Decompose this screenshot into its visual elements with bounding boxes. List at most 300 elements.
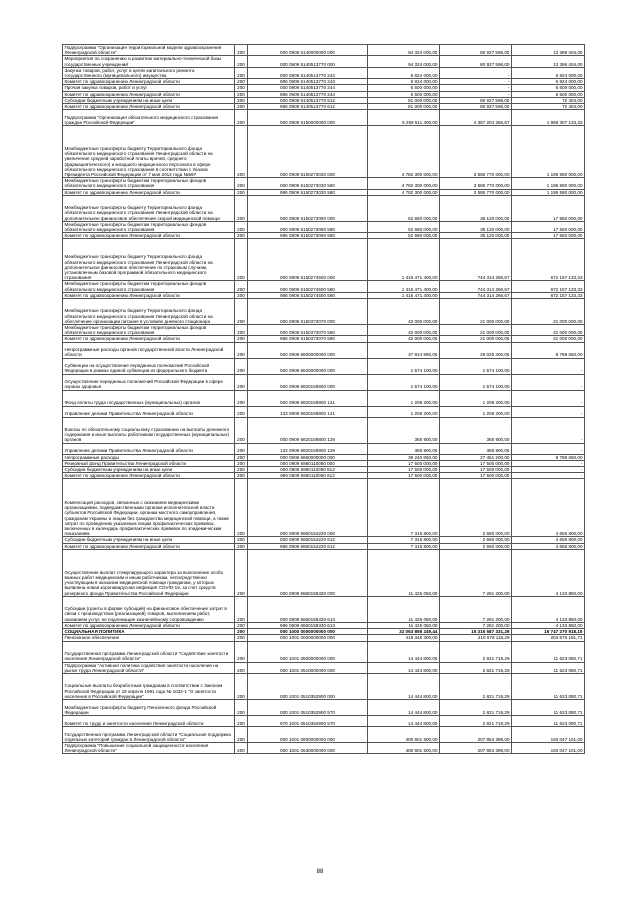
row-budget-code: 000 0909 5150273030 580 [248, 178, 368, 189]
table-row [63, 742, 585, 753]
row-name: Осуществление переданных полномочий Российской Федерации в сфере охраны здоровья [63, 374, 235, 390]
row-unexecuted-amount: 6 824 000,00 [512, 67, 585, 78]
row-executed-amount: 744 314 266,67 [440, 239, 512, 281]
table-row [63, 460, 585, 466]
row-code: 200 [235, 406, 248, 417]
row-code: 200 [235, 549, 248, 596]
row-unexecuted-amount: 6 824 000,00 [512, 79, 585, 85]
row-name: Подпрограмма "Повышение социальной защищенности населения Ленинградской области" [63, 742, 235, 753]
table-row [63, 189, 585, 195]
row-code: 200 [235, 189, 248, 195]
row-approved-amount: 1 208 200,00 [368, 390, 440, 406]
table-row [63, 699, 585, 715]
row-name: Взносы по обязательному социальному страхованию на выплаты денежного содержания и иные выплаты работникам государственных (муниципальных) органов [63, 417, 235, 443]
row-approved-amount: 7 315 800,00 [368, 479, 440, 537]
row-approved-amount: 1 416 471 400,00 [368, 292, 440, 298]
row-executed-amount: 1 208 200,00 [440, 390, 512, 406]
row-code: 200 [235, 85, 248, 91]
row-executed-amount: 29 025 300,00 [440, 342, 512, 358]
row-approved-amount: 4 782 300 000,00 [368, 126, 440, 178]
row-name: Межбюджетные трансферты бюджетам территориальных фондов обязательного медицинского страхования [63, 221, 235, 232]
row-unexecuted-amount: 1 195 590 000,00 [512, 178, 585, 189]
row-approved-amount: 6 500 000,00 [368, 85, 440, 91]
row-budget-code: 133 0909 6820159800 129 [248, 443, 368, 454]
row-budget-code: 000 0909 6820159800 129 [248, 417, 368, 443]
row-name: Субсидии бюджетным учреждениям на иные цели [63, 537, 235, 543]
row-budget-code: 986 0909 6860110050 612 [248, 473, 368, 479]
row-code: 200 [235, 662, 248, 673]
row-executed-amount: 744 314 266,67 [440, 292, 512, 298]
row-name: Межбюджетные трансферты бюджету Территориального фонда обязательного медицинского страхования Ленинградской области на обеспечение организации питания в условиях дневного стационара [63, 299, 235, 325]
row-name: Комитет по здравоохранению Ленинградской области [63, 104, 235, 110]
row-budget-code: 000 0909 6820159800 121 [248, 390, 368, 406]
table-row [63, 221, 585, 232]
row-name: Комитет по здравоохранению Ленинградской области [63, 473, 235, 479]
row-budget-code: 000 0909 6800000000 000 [248, 342, 368, 358]
row-name: Социальные выплаты безработным гражданам в соответствии с Законом Российской Федерации от 19 апреля 1991 года № 1032-1 "О занятости населения в Российской Федерации" [63, 673, 235, 699]
row-executed-amount: 35 120 000,00 [440, 195, 512, 221]
row-name: Межбюджетные трансферты бюджету Территориального фонда обязательного медицинского страхования Ленинградской области на увеличение средней заработной платы врачей, среднего (фармацевтического) и младшего медицинского персонала в сфере обязательного медицинского страхования в соответствии с Указом Президента Российской Федерации от 7 мая 2012 года №597 [63, 126, 235, 178]
row-code: 200 [235, 454, 248, 460]
row-executed-amount: 4 367 204 266,67 [440, 110, 512, 126]
row-unexecuted-amount: 21 000 000,00 [512, 325, 585, 336]
table-row [63, 467, 585, 473]
row-name: Пенсионное обеспечение [63, 635, 235, 641]
row-name: Комитет по здравоохранению Ленинградской области [63, 91, 235, 97]
row-budget-code: 986 0909 5150273060 580 [248, 233, 368, 239]
row-approved-amount: 81 000 000,00 [368, 97, 440, 103]
row-unexecuted-amount: 11 623 080,71 [512, 673, 585, 699]
row-name: Резервный фонд Правительства Ленинградской области [63, 460, 235, 466]
row-budget-code: 000 0909 6860110050 000 [248, 460, 368, 466]
row-name: Закупка товаров, работ, услуг в целях капитального ремонта государственного (муниципального) имущества [63, 67, 235, 78]
table-row [63, 56, 585, 67]
table-row [63, 479, 585, 537]
row-code: 200 [235, 699, 248, 715]
row-approved-amount: 1 574 100,00 [368, 374, 440, 390]
row-executed-amount: 17 500 000,00 [440, 460, 512, 466]
row-unexecuted-amount: 21 000 000,00 [512, 336, 585, 342]
row-executed-amount: 1 574 100,00 [440, 374, 512, 390]
row-unexecuted-amount: 72 404,00 [512, 104, 585, 110]
row-budget-code: 000 0909 5150274500 580 [248, 281, 368, 292]
row-approved-amount: 7 315 800,00 [368, 537, 440, 543]
row-code: 200 [235, 221, 248, 232]
row-executed-amount: 365 900,00 [440, 417, 512, 443]
table-row [63, 104, 585, 110]
row-executed-amount: 80 927 596,00 [440, 104, 512, 110]
row-name: Подпрограмма "Активная политика содействия занятости населения на рынке труда Ленинградской области" [63, 662, 235, 673]
row-unexecuted-amount: 72 404,00 [512, 97, 585, 103]
table-row [63, 390, 585, 406]
row-budget-code: 000 1001 0510000000 000 [248, 662, 368, 673]
row-budget-code: 000 0909 5150273030 000 [248, 126, 368, 178]
row-approved-amount: 17 500 000,00 [368, 473, 440, 479]
row-budget-code: 000 1001 0600000000 000 [248, 726, 368, 742]
row-code: 200 [235, 281, 248, 292]
row-unexecuted-amount: 16 747 270 918,15 [512, 629, 585, 635]
row-code: 200 [235, 543, 248, 549]
row-name: Комитет по здравоохранению Ленинградской области [63, 233, 235, 239]
row-approved-amount: 52 680 000,00 [368, 233, 440, 239]
row-unexecuted-amount: 11 623 080,71 [512, 662, 585, 673]
row-budget-code: 986 0909 5150273030 580 [248, 189, 368, 195]
row-unexecuted-amount: - [512, 374, 585, 390]
row-budget-code: 000 1000 0000000000 000 [248, 629, 368, 635]
row-unexecuted-amount: 4 655 800,00 [512, 543, 585, 549]
row-code: 200 [235, 97, 248, 103]
row-unexecuted-amount: 6 500 000,00 [512, 91, 585, 97]
row-budget-code: 000 0909 6860110050 612 [248, 467, 368, 473]
row-name: Межбюджетные трансферты бюджету Территориального фонда обязательного медицинского страхования Ленинградской области на дополнительное финансовое обеспечение по страховым случаям, установленным базовой программой обязательного медицинского страхования [63, 239, 235, 281]
row-budget-code: 986 0909 5140513770 612 [248, 104, 368, 110]
table-row [63, 97, 585, 103]
row-approved-amount: 4 782 300 000,00 [368, 189, 440, 195]
row-unexecuted-amount: 4 133 850,00 [512, 622, 585, 628]
row-unexecuted-amount: 11 623 080,71 [512, 699, 585, 715]
row-approved-amount: 36 240 850,00 [368, 454, 440, 460]
row-executed-amount: 210 676 118,29 [440, 635, 512, 641]
row-unexecuted-amount: 4 655 800,00 [512, 537, 585, 543]
row-code: 200 [235, 629, 248, 635]
row-code: 200 [235, 473, 248, 479]
row-name: Управление делами Правительства Ленинградской области [63, 406, 235, 417]
row-unexecuted-amount: 8 789 650,00 [512, 454, 585, 460]
row-approved-amount: 32 063 858 249,44 [368, 629, 440, 635]
row-approved-amount: 400 901 500,00 [368, 742, 440, 753]
row-name: Фонд оплаты труда государственных (муниципальных) органов [63, 390, 235, 406]
row-code: 200 [235, 195, 248, 221]
row-unexecuted-amount: - [512, 460, 585, 466]
row-executed-amount: 80 927 596,00 [440, 97, 512, 103]
row-approved-amount: 365 900,00 [368, 417, 440, 443]
row-approved-amount: 415 346 300,00 [368, 635, 440, 641]
row-code: 200 [235, 104, 248, 110]
row-name: Непрограммные расходы [63, 454, 235, 460]
row-name: Межбюджетные трансферты бюджетам территориальных фондов обязательного медицинского страхования [63, 281, 235, 292]
row-approved-amount: 1 416 471 400,00 [368, 239, 440, 281]
row-executed-amount: 2 821 719,29 [440, 662, 512, 673]
row-budget-code: 000 1001 0000000000 000 [248, 635, 368, 641]
row-budget-code: 986 0909 5140513770 243 [248, 79, 368, 85]
row-code: 200 [235, 67, 248, 78]
row-code: 200 [235, 110, 248, 126]
row-budget-code: 000 0909 6860154220 000 [248, 479, 368, 537]
table-row [63, 342, 585, 358]
row-budget-code: 000 0909 6860158330 000 [248, 549, 368, 596]
row-executed-amount: 2 821 719,29 [440, 699, 512, 715]
row-approved-amount: 14 444 800,00 [368, 641, 440, 662]
table-row [63, 233, 585, 239]
row-budget-code: 000 0909 5150000000 000 [248, 110, 368, 126]
row-unexecuted-amount: 1 195 590 000,00 [512, 126, 585, 178]
row-approved-amount: 17 500 000,00 [368, 460, 440, 466]
row-executed-amount: - [440, 91, 512, 97]
row-name: Осуществление выплат стимулирующего характера за выполнение особо важных работ медицинским и иным работникам, непосредственно участвующим в оказании медицинской помощи гражданам, у которых выявлена новая коронавирусная инфекция COVID-19, за счет средств резервного фонда Правительства Российской Федерации [63, 549, 235, 596]
row-code: 200 [235, 417, 248, 443]
row-name: Комитет по здравоохранению Ленинградской области [63, 292, 235, 298]
table-row [63, 543, 585, 549]
row-executed-amount: 365 900,00 [440, 443, 512, 454]
table-row [63, 622, 585, 628]
budget-table-body [63, 45, 585, 754]
row-budget-code: 000 0909 6860154220 612 [248, 537, 368, 543]
row-unexecuted-amount: 11 623 080,71 [512, 641, 585, 662]
row-name: Непрограммные расходы органов государственной власти Ленинградской области [63, 342, 235, 358]
row-executed-amount: 3 586 770 000,00 [440, 126, 512, 178]
row-budget-code: 000 0909 5140513770 000 [248, 56, 368, 67]
row-name: Комитет по здравоохранению Ленинградской области [63, 79, 235, 85]
row-executed-amount: 7 291 200,00 [440, 622, 512, 628]
row-executed-amount: 207 854 399,00 [440, 726, 512, 742]
row-executed-amount: 1 208 200,00 [440, 406, 512, 417]
table-row [63, 596, 585, 622]
row-name: Комитет по труду и занятости населения Ленинградской области [63, 715, 235, 726]
row-executed-amount: 27 451 200,00 [440, 454, 512, 460]
row-unexecuted-amount: 4 133 850,00 [512, 596, 585, 622]
row-budget-code: 000 1001 0500000000 000 [248, 641, 368, 662]
row-code: 200 [235, 443, 248, 454]
budget-report-sheet [62, 44, 584, 754]
row-name: Подпрограмма "Организация обязательного медицинского страхования граждан Российской Федерации" [63, 110, 235, 126]
table-row [63, 641, 585, 662]
row-name: Комитет по здравоохранению Ленинградской области [63, 336, 235, 342]
row-name: Комитет по здравоохранению Ленинградской области [63, 622, 235, 628]
row-approved-amount: 14 444 800,00 [368, 662, 440, 673]
table-row [63, 726, 585, 742]
row-unexecuted-amount: 4 133 850,00 [512, 549, 585, 596]
row-code: 200 [235, 460, 248, 466]
row-budget-code: 000 1001 0630000000 000 [248, 742, 368, 753]
row-unexecuted-amount: 672 157 133,33 [512, 281, 585, 292]
row-unexecuted-amount: - [512, 390, 585, 406]
row-code: 200 [235, 336, 248, 342]
row-executed-amount: 17 500 000,00 [440, 467, 512, 473]
row-approved-amount: 14 444 800,00 [368, 673, 440, 699]
row-approved-amount: 6 824 000,00 [368, 79, 440, 85]
row-code: 200 [235, 641, 248, 662]
row-name: Субвенции на осуществление переданных полномочий Российской Федерации в рамках единой субвенции из федерального бюджета [63, 358, 235, 374]
table-row [63, 673, 585, 699]
row-budget-code: 986 0909 5140513770 244 [248, 91, 368, 97]
row-budget-code: 000 0909 5140513770 612 [248, 97, 368, 103]
row-executed-amount: 2 660 000,00 [440, 543, 512, 549]
row-unexecuted-amount: 193 047 101,00 [512, 742, 585, 753]
row-executed-amount: 17 500 000,00 [440, 473, 512, 479]
table-row [63, 358, 585, 374]
row-approved-amount: 52 680 000,00 [368, 221, 440, 232]
row-unexecuted-amount: 4 655 800,00 [512, 479, 585, 537]
row-code: 200 [235, 292, 248, 298]
row-budget-code: 000 1001 0510352900 570 [248, 699, 368, 715]
row-code: 200 [235, 622, 248, 628]
row-code: 200 [235, 342, 248, 358]
row-budget-code: 986 0909 5150373070 580 [248, 336, 368, 342]
row-unexecuted-amount: 193 047 101,00 [512, 726, 585, 742]
row-budget-code: 000 0909 6820000000 000 [248, 358, 368, 374]
row-executed-amount: 2 660 000,00 [440, 479, 512, 537]
row-budget-code: 000 0909 5150274500 000 [248, 239, 368, 281]
row-name: Компенсация расходов, связанных с оказанием медицинскими организациями, подведомственными органам исполнительной власти субъектов Российской Федерации, органам местного самоуправления, гражданам Украины и лицам без гражданства медицинской помощи, а также затрат по проведению указанным лицам профилактических прививок, включенных в календарь профилактических прививок по эпидемическим показаниям [63, 479, 235, 537]
row-approved-amount: 6 269 511 400,00 [368, 110, 440, 126]
row-name: Межбюджетные трансферты бюджетам территориальных фондов обязательного медицинского страхования [63, 325, 235, 336]
row-budget-code: 986 0909 6860158330 613 [248, 622, 368, 628]
row-unexecuted-amount: - [512, 443, 585, 454]
table-row [63, 374, 585, 390]
row-code: 200 [235, 45, 248, 56]
row-executed-amount: 35 120 000,00 [440, 233, 512, 239]
row-name: Межбюджетные трансферты бюджету Территориального фонда обязательного медицинского страхования Ленинградской области на дополнительное финансовое обеспечение скорой медицинской помощи [63, 195, 235, 221]
row-executed-amount: - [440, 85, 512, 91]
row-unexecuted-amount: 672 157 133,33 [512, 239, 585, 281]
row-unexecuted-amount: - [512, 473, 585, 479]
row-executed-amount: 21 000 000,00 [440, 336, 512, 342]
row-code: 200 [235, 56, 248, 67]
row-unexecuted-amount: 17 560 000,00 [512, 233, 585, 239]
row-approved-amount: 42 000 000,00 [368, 325, 440, 336]
row-budget-code: 970 1001 0510352900 570 [248, 715, 368, 726]
row-approved-amount: 1 416 471 400,00 [368, 281, 440, 292]
row-code: 200 [235, 596, 248, 622]
row-approved-amount: 37 814 950,00 [368, 342, 440, 358]
row-name: Комитет по здравоохранению Ленинградской области [63, 543, 235, 549]
row-code: 200 [235, 178, 248, 189]
row-unexecuted-amount: 204 670 181,71 [512, 635, 585, 641]
table-row [63, 549, 585, 596]
row-name: Межбюджетные трансферты бюджетам территориальных фондов обязательного медицинского страхования [63, 178, 235, 189]
row-executed-amount: 2 821 719,29 [440, 673, 512, 699]
table-row [63, 67, 585, 78]
table-row [63, 406, 585, 417]
table-row [63, 299, 585, 325]
row-executed-amount: 207 854 399,00 [440, 742, 512, 753]
row-unexecuted-amount: 17 560 000,00 [512, 195, 585, 221]
row-executed-amount: 3 586 770 000,00 [440, 189, 512, 195]
row-name: СОЦИАЛЬНАЯ ПОЛИТИКА [63, 629, 235, 635]
row-code: 200 [235, 390, 248, 406]
row-executed-amount: 15 316 587 331,29 [440, 629, 512, 635]
row-budget-code: 133 0909 6820159800 121 [248, 406, 368, 417]
row-name: Подпрограмма "Организация территориальной модели здравоохранения Ленинградской области" [63, 45, 235, 56]
table-row [63, 110, 585, 126]
row-budget-code: 000 0909 5140513770 244 [248, 85, 368, 91]
row-code: 200 [235, 233, 248, 239]
table-row [63, 325, 585, 336]
row-approved-amount: 52 680 000,00 [368, 195, 440, 221]
row-unexecuted-amount: 672 157 133,33 [512, 292, 585, 298]
row-code: 200 [235, 742, 248, 753]
row-budget-code: 000 0909 5150273060 580 [248, 221, 368, 232]
row-approved-amount: 81 000 000,00 [368, 104, 440, 110]
table-row [63, 443, 585, 454]
row-budget-code: 000 0909 5150373070 580 [248, 325, 368, 336]
row-approved-amount: 11 425 050,00 [368, 549, 440, 596]
row-name: Межбюджетные трансферты бюджету Пенсионного фонда Российской Федерации [63, 699, 235, 715]
row-approved-amount: 17 500 000,00 [368, 467, 440, 473]
row-budget-code: 986 0909 6860154220 612 [248, 543, 368, 549]
row-code: 200 [235, 239, 248, 281]
row-name: Государственная программа Ленинградской области "Социальная поддержка отдельных категорий граждан в Ленинградской области" [63, 726, 235, 742]
row-unexecuted-amount: - [512, 417, 585, 443]
table-row [63, 281, 585, 292]
row-approved-amount: 4 782 300 000,00 [368, 178, 440, 189]
row-executed-amount: 35 120 000,00 [440, 221, 512, 232]
table-row [63, 178, 585, 189]
row-approved-amount: 42 000 000,00 [368, 336, 440, 342]
row-name: Комитет по здравоохранению Ленинградской области [63, 189, 235, 195]
row-code: 200 [235, 374, 248, 390]
table-row [63, 715, 585, 726]
table-row [63, 239, 585, 281]
row-approved-amount: 7 315 800,00 [368, 543, 440, 549]
row-approved-amount: 400 901 500,00 [368, 726, 440, 742]
row-executed-amount: 3 586 770 000,00 [440, 178, 512, 189]
row-unexecuted-amount: 17 560 000,00 [512, 221, 585, 232]
table-row [63, 126, 585, 178]
row-name: Государственная программа Ленинградской области "Содействие занятости населения Ленинградской области" [63, 641, 235, 662]
row-code: 200 [235, 79, 248, 85]
page-number: 88 [316, 869, 324, 875]
row-unexecuted-amount: - [512, 467, 585, 473]
row-unexecuted-amount: 11 623 080,71 [512, 715, 585, 726]
row-approved-amount: 6 824 000,00 [368, 67, 440, 78]
row-approved-amount: 1 574 100,00 [368, 358, 440, 374]
row-budget-code: 000 0909 6820159800 000 [248, 374, 368, 390]
row-name: Субсидии бюджетным учреждениям на иные цели [63, 97, 235, 103]
table-row [63, 537, 585, 543]
row-executed-amount: 21 000 000,00 [440, 325, 512, 336]
row-code: 200 [235, 479, 248, 537]
row-code: 200 [235, 299, 248, 325]
row-executed-amount: - [440, 67, 512, 78]
row-unexecuted-amount: 8 789 650,00 [512, 342, 585, 358]
row-name: Прочая закупка товаров, работ и услуг [63, 85, 235, 91]
row-unexecuted-amount: 21 000 000,00 [512, 299, 585, 325]
row-code: 200 [235, 673, 248, 699]
row-budget-code: 986 0909 5150274500 580 [248, 292, 368, 298]
row-executed-amount: 80 927 596,00 [440, 45, 512, 56]
row-name: Субсидии бюджетным учреждениям на иные цели [63, 467, 235, 473]
row-approved-amount: 11 425 050,00 [368, 596, 440, 622]
row-approved-amount: 365 900,00 [368, 443, 440, 454]
row-executed-amount: 2 660 000,00 [440, 537, 512, 543]
row-executed-amount: 80 927 596,00 [440, 56, 512, 67]
row-code: 200 [235, 726, 248, 742]
row-approved-amount: 42 000 000,00 [368, 299, 440, 325]
row-code: 200 [235, 91, 248, 97]
row-approved-amount: 1 208 200,00 [368, 406, 440, 417]
row-code: 200 [235, 358, 248, 374]
table-row [63, 417, 585, 443]
row-approved-amount: 14 444 800,00 [368, 715, 440, 726]
row-executed-amount: 21 000 000,00 [440, 299, 512, 325]
table-row [63, 195, 585, 221]
row-unexecuted-amount: 1 968 307 133,33 [512, 110, 585, 126]
row-approved-amount: 94 324 000,00 [368, 45, 440, 56]
table-row [63, 473, 585, 479]
row-unexecuted-amount: 1 195 590 000,00 [512, 189, 585, 195]
row-unexecuted-amount: 6 500 000,00 [512, 85, 585, 91]
row-executed-amount: 2 821 719,29 [440, 641, 512, 662]
row-unexecuted-amount: - [512, 358, 585, 374]
row-budget-code: 000 0909 5140513770 243 [248, 67, 368, 78]
row-code: 200 [235, 467, 248, 473]
row-code: 200 [235, 537, 248, 543]
row-executed-amount: - [440, 79, 512, 85]
row-approved-amount: 14 444 800,00 [368, 699, 440, 715]
row-executed-amount: 744 314 266,67 [440, 281, 512, 292]
budget-execution-table [62, 44, 585, 754]
